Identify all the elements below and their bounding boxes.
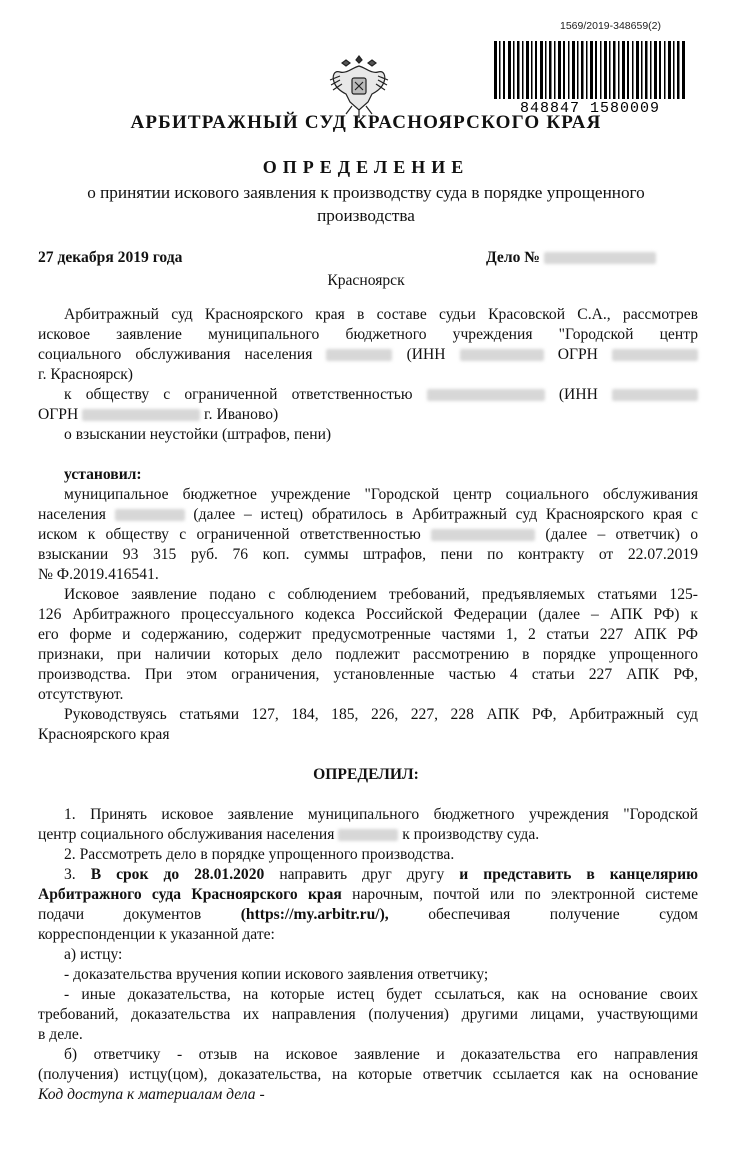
section-heading-decided: ОПРЕДЕЛИЛ:	[313, 766, 419, 783]
document-serial-number: 1569/2019-348659(2)	[560, 20, 662, 32]
decision-item: 3. В срок до 28.01.2020 направить друг другу и представить в канцелярию	[64, 866, 699, 883]
city: Красноярск	[327, 272, 405, 289]
section-heading-established: установил:	[64, 466, 142, 483]
intro-line: о взыскании неустойки (штрафов, пени)	[64, 426, 332, 443]
barcode-number: 848847 1580009	[519, 100, 661, 115]
decision-item: центр социального обслуживания населения к производству суда.	[38, 826, 540, 843]
barcode	[490, 35, 690, 115]
intro-line: исковое заявление муниципального бюджетного учреждения "Городской центр	[38, 326, 698, 343]
document-subtitle: о принятии искового заявления к производству суда в порядке упрощенного производства	[87, 183, 645, 225]
body-line: Исковое заявление подано с соблюдением требований, предъявляемых статьями 125-	[64, 586, 698, 603]
document-title: ОПРЕДЕЛЕНИЕ	[262, 157, 470, 177]
body-line: взыскании 93 315 руб. 76 коп. суммы штрафов, пени по контракту от 22.07.2019	[38, 546, 698, 563]
court-name: АРБИТРАЖНЫЙ СУД КРАСНОЯРСКОГО КРАЯ	[130, 112, 602, 133]
case-label: Дело №	[486, 249, 540, 266]
body-line: иском к обществу с ограниченной ответственностью (далее – ответчик) о	[38, 526, 698, 543]
case-number	[486, 249, 656, 267]
body-line: отсутствуют.	[38, 686, 124, 703]
intro-line: Арбитражный суд Красноярского края в составе судьи Красовской С.А., рассмотрев	[64, 306, 698, 323]
decision-item: 2. Рассмотреть дело в порядке упрощенного производства.	[64, 846, 455, 863]
body-line: Красноярского края	[38, 726, 170, 743]
intro-line: г. Красноярск)	[38, 366, 133, 383]
decision-item: Арбитражного суда Красноярского края нарочным, почтой или по электронной системе	[38, 886, 698, 903]
decision-item: а) истцу:	[64, 946, 123, 963]
decision-date: 27 декабря 2019 года	[38, 249, 183, 266]
intro-line: социального обслуживания населения (ИНН ОГРН	[38, 345, 698, 365]
body-line: Руководствуясь статьями 127, 184, 185, 226, 227, 228 АПК РФ, Арбитражный суд	[64, 706, 698, 723]
body-line: его форме и содержанию, содержит предусмотренные частями 1, 2 статьи 227 АПК РФ	[38, 626, 698, 643]
coat-of-arms-emblem	[326, 50, 392, 120]
body-line: производства. При этом ограничения, установленные частью 4 статьи 227 АПК РФ,	[38, 666, 698, 683]
body-line: муниципальное бюджетное учреждение "Городской центр социального обслуживания	[64, 486, 698, 503]
access-code-footer: Код доступа к материалам дела -	[38, 1086, 265, 1103]
body-line: № Ф.2019.416541.	[38, 566, 159, 583]
body-line: 126 Арбитражного процессуального кодекса Российской Федерации (далее – АПК РФ) к	[38, 606, 698, 623]
intro-line: к обществу с ограниченной ответственностью (ИНН	[64, 385, 698, 405]
decision-item: б) ответчику - отзыв на исковое заявление и доказательства его направления	[64, 1046, 698, 1063]
decision-item: - доказательства вручения копии искового заявления ответчику;	[64, 966, 489, 983]
decision-item: требований, доказательства их направления (получения) другими лицами, участвующими	[38, 1006, 698, 1023]
decision-item: корреспонденции к указанной дате:	[38, 926, 275, 943]
decision-item: в деле.	[38, 1026, 83, 1043]
decision-item: (получения) истцу(цом), доказательства, на которые ответчик ссылается как на основание	[38, 1066, 698, 1083]
intro-line: ОГРН г. Иваново)	[38, 406, 279, 423]
body-line: признаки, при наличии которых дело подлежит рассмотрению в порядке упрощенного	[38, 646, 698, 663]
decision-item: 1. Принять исковое заявление муниципального бюджетного учреждения "Городской	[64, 806, 698, 823]
body-line: населения (далее – истец) обратилось в Арбитражный суд Красноярского края с	[38, 506, 698, 523]
decision-item: - иные доказательства, на которые истец будет ссылаться, как на основание своих	[64, 986, 698, 1003]
decision-item: подачи документов (https://my.arbitr.ru/), обеспечивая получение судом	[38, 906, 698, 923]
redacted-case-number	[544, 252, 656, 264]
